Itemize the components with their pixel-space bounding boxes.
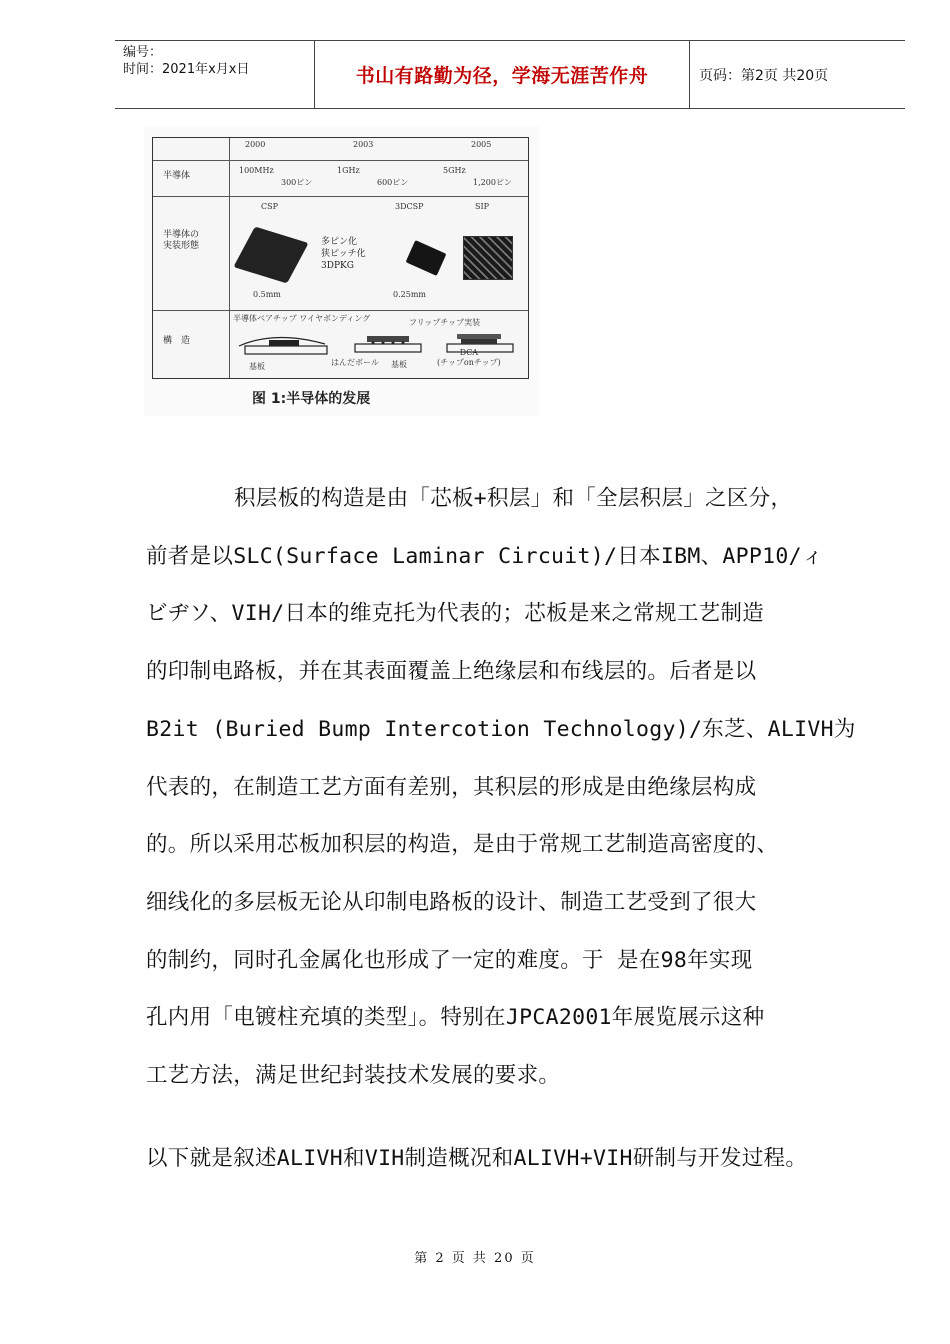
row-label-semiconductor: 半導体 bbox=[163, 171, 191, 181]
row-label-structure: 構 造 bbox=[163, 336, 191, 346]
spec-pins: 1,200ピン bbox=[473, 178, 512, 187]
pkg-thickness: 0.5mm bbox=[253, 290, 281, 299]
pkg-label-sip: SIP bbox=[475, 202, 490, 211]
pkg-label-multi: 多ピン化 狭ピッチ化 3DPKG bbox=[321, 237, 366, 271]
spec-freq: 100MHz bbox=[239, 166, 274, 175]
figure-semiconductor-development bbox=[144, 126, 540, 416]
spec-freq: 5GHz bbox=[443, 166, 466, 175]
struct-substrate: 基板 bbox=[391, 360, 407, 369]
header-meta bbox=[115, 41, 315, 108]
header-page-info: 页码：第2页 共20页 bbox=[699, 67, 829, 84]
paragraph-line: 的。所以采用芯板加积层的构造，是由于常规工艺制造高密度的、 bbox=[146, 832, 779, 858]
pkg-label-csp: CSP bbox=[261, 202, 278, 211]
figure-caption: 图 1:半导体的发展 bbox=[252, 391, 371, 407]
closing-paragraph: 以下就是叙述ALIVH和VIH制造概况和ALIVH+VIH研制与开发过程。 bbox=[146, 1145, 808, 1171]
paragraph-line: 工艺方法，满足世纪封装技术发展的要求。 bbox=[146, 1063, 561, 1089]
header-motto: 书山有路勤为径，学海无涯苦作舟 bbox=[315, 41, 690, 108]
page-footer: 第 2 页 共 20 页 bbox=[414, 1251, 536, 1266]
time-label: 时间：2021年x月x日 bbox=[123, 62, 250, 77]
paragraph-line: 的制约，同时孔金属化也形成了一定的难度。于 是在98年实现 bbox=[146, 947, 753, 973]
year-label: 2000 bbox=[245, 140, 266, 149]
page-header bbox=[115, 40, 905, 109]
serial-label: 编号： bbox=[123, 45, 163, 60]
year-label: 2005 bbox=[471, 140, 492, 149]
body-text bbox=[146, 470, 906, 1187]
paragraph-line: 细线化的多层板无论从印制电路板的设计、制造工艺受到了很大 bbox=[146, 889, 757, 915]
sip-package-icon bbox=[463, 236, 513, 280]
figure-table bbox=[152, 137, 529, 379]
struct-solder: はんだボール bbox=[331, 358, 379, 367]
paragraph-line: B2it (Buried Bump Intercotion Technology)/东芝、ALIVH为 bbox=[146, 716, 856, 742]
struct-dca: DCA (チップonチップ) bbox=[437, 348, 501, 367]
row-label-packaging: 半導体の 実装形態 bbox=[163, 230, 200, 251]
struct-substrate: 基板 bbox=[249, 362, 265, 371]
struct-flip-chip: フリップチップ実装 bbox=[409, 318, 481, 327]
pkg-label-3dcsp: 3DCSP bbox=[395, 202, 424, 211]
paragraph-line: 前者是以SLC(Surface Laminar Circuit)/日本IBM、APP10/ィ bbox=[146, 543, 824, 569]
year-label: 2003 bbox=[353, 140, 374, 149]
paragraph-line: 的印制电路板，并在其表面覆盖上绝缘层和布线层的。后者是以 bbox=[146, 659, 757, 685]
spec-freq: 1GHz bbox=[337, 166, 360, 175]
paragraph-line: 代表的，在制造工艺方面有差别，其积层的形成是由绝缘层构成 bbox=[146, 774, 757, 800]
struct-bare-chip: 半導体ベアチップ ワイヤボンディング bbox=[233, 314, 371, 323]
pkg-thickness: 0.25mm bbox=[393, 290, 426, 299]
paragraph-line: 孔内用「电镀柱充填的类型」。特别在JPCA2001年展览展示这种 bbox=[146, 1005, 765, 1031]
paragraph-line: ビヂソ、VIH/日本的维克托为代表的；芯板是来之常规工艺制造 bbox=[146, 601, 765, 627]
paragraph-line: 积层板的构造是由「芯板+积层」和「全层积层」之区分， bbox=[234, 486, 793, 511]
spec-pins: 600ピン bbox=[377, 178, 409, 187]
spec-pins: 300ピン bbox=[281, 178, 313, 187]
